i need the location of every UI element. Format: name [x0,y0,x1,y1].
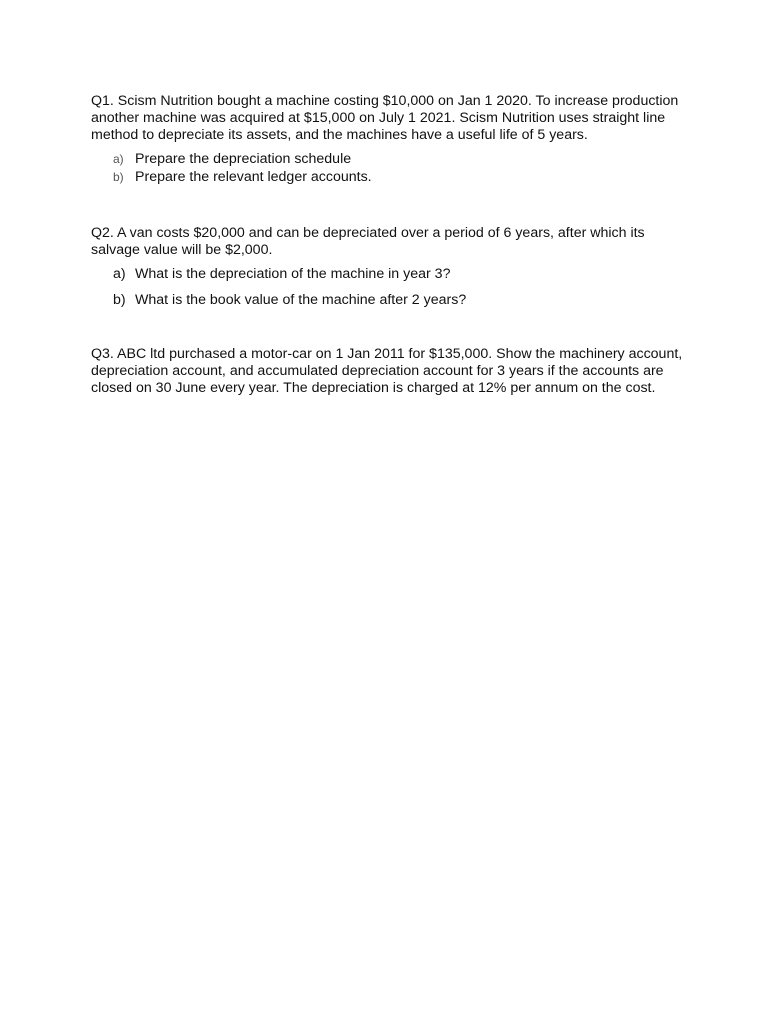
list-item [113,151,372,168]
list-marker: b) [113,292,126,308]
question-1-subitems [113,151,372,187]
question-2-text: Q2. A van costs $20,000 and can be depreciated over a period of 6 years, after which its salvage value will be $2,000. [91,225,645,258]
list-item [113,169,372,186]
list-item-text: Prepare the depreciation schedule [135,151,352,167]
list-marker: a) [113,266,126,282]
list-item-text: Prepare the relevant ledger accounts. [135,169,372,185]
question-1-text: Q1. Scism Nutrition bought a machine costing $10,000 on Jan 1 2020. To increase production another machine was acquired at $15,000 on July 1 2021. Scism Nutrition uses straight line method to depreciate its assets, and the machines have a useful life of 5 years. [91,93,679,143]
list-item [113,292,466,309]
question-2-subitems [113,266,466,318]
list-item-text: What is the depreciation of the machine in year 3? [135,266,451,282]
question-3-text: Q3. ABC ltd purchased a motor-car on 1 Jan 2011 for $135,000. Show the machinery account, depreciation account, and accumulated depreciation account for 3 years if the accounts are closed on 30 June every year. The depreciation is charged at 12% per annum on the cost. [91,346,683,396]
list-item-text: What is the book value of the machine after 2 years? [135,292,467,308]
list-marker: a) [113,152,124,166]
list-item [113,266,466,283]
list-marker: b) [113,170,124,184]
